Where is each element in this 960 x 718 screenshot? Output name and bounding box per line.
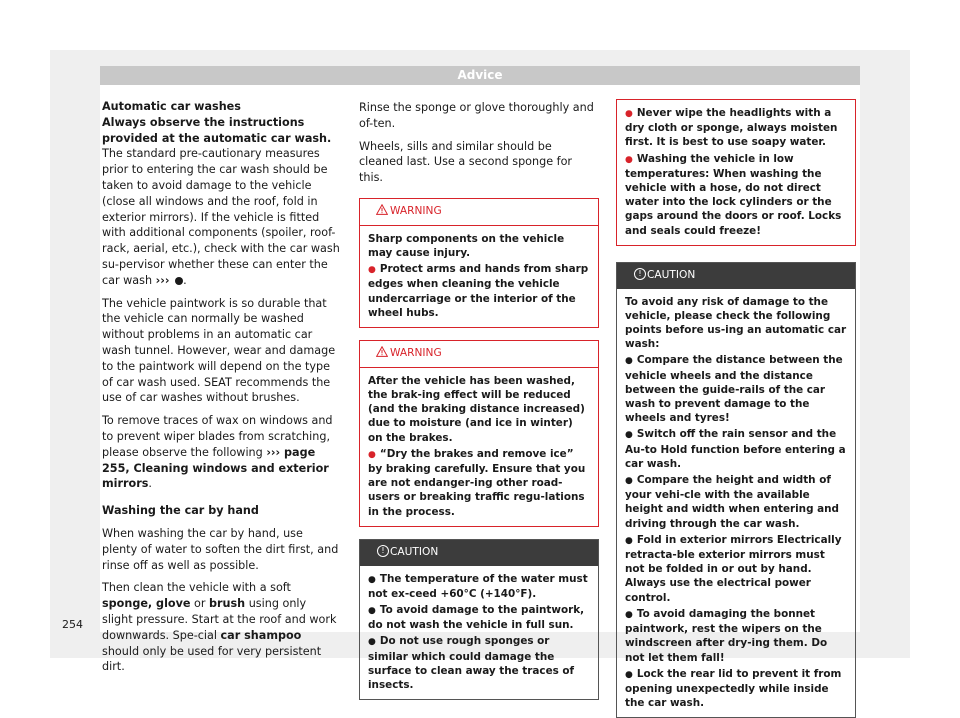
warning-body: After the vehicle has been washed, the brak-ing effect will be reduced (and the braking distance increased) due to moisture (and ice in winter) on the brakes. ● “Dry the brakes and remove ice” by braking carefully. Ensure that you are not endanger-ing other road-users or breaking traffic regu-lations in the process.	[360, 368, 598, 526]
caution-bullet: ● Compare the height and width of your vehi-cle with the available height and width when entering and driving through the car wash.	[625, 473, 847, 531]
caution-bullet: ● Do not use rough sponges or similar which could damage the surface to clean away the traces of insects.	[368, 634, 590, 692]
warning-body: Sharp components on the vehicle may cause injury. ● Protect arms and hands from sharp edges when cleaning the vehicle undercarriage or the interior of the wheel hubs.	[360, 226, 598, 327]
warning-body	[617, 100, 855, 245]
warning-bullet: ● Washing the vehicle in low temperatures: When washing the vehicle with a hose, do not direct water into the lock cylinders or the gaps around the doors or roof. Locks and seals could freeze!	[625, 152, 847, 238]
paragraph-wheels: Wheels, sills and similar should be cleaned last. Use a second sponge for this.	[359, 139, 573, 185]
paragraph-paintwork: The vehicle paintwork is so durable that the vehicle can normally be washed without problems in an automatic car wash tunnel. However, wear and damage to the paintwork will depend on the type of car wash used. SEAT recommends the use of car washes without brushes.	[102, 296, 336, 405]
caution-bullet: ● Fold in exterior mirrors Electrically retracta-ble exterior mirrors must not be folded in or out by hand. Always use the electrical power control.	[625, 533, 847, 605]
column-1	[102, 99, 340, 675]
caution-circle-icon: !	[634, 268, 646, 280]
caution-header: ! CAUTION	[360, 540, 598, 566]
heading-washing-by-hand: Washing the car by hand	[102, 504, 259, 518]
warning-box-braking	[359, 340, 599, 527]
caution-box-water	[359, 539, 599, 700]
crossref-link-cleaning-windows[interactable]: ››› page 255, Cleaning windows and exterior mirrors	[102, 445, 329, 491]
paragraph-sponge: Then clean the vehicle with a soft sponge, glove or brush using only slight pressure. Start at the roof and work downwards. Spe-cial car shampoo should only be used for very persistent dirt.	[102, 581, 337, 674]
column-2	[359, 100, 599, 700]
caution-body	[360, 566, 598, 700]
caution-bullet: ● To avoid damaging the bonnet paintwork, rest the wipers on the windscreen after dry-ing them. Do not let them fall!	[625, 607, 847, 665]
paragraph-hand: When washing the car by hand, use plenty of water to soften the dirt first, and rinse off as well as possible.	[102, 526, 339, 572]
caution-box-automatic-wash	[616, 262, 856, 718]
caution-bullet: ● Switch off the rain sensor and the Au-to Hold function before entering a car wash.	[625, 427, 847, 471]
caution-bullet: ● Compare the distance between the vehicle wheels and the distance between the guide-rails of the car wash to prevent damage to the wheels and tyres!	[625, 353, 847, 425]
warning-bullet: ● “Dry the brakes and remove ice” by braking carefully. Ensure that you are not endanger-ing other road-users or breaking traffic regu-lations in the process.	[368, 447, 590, 519]
heading-automatic-car-washes: Automatic car washes	[102, 100, 241, 113]
filled-circle-icon	[175, 277, 183, 285]
warning-header: WARNING	[360, 341, 598, 368]
warning-box-continued	[616, 99, 856, 246]
warning-triangle-icon	[376, 346, 388, 357]
section-header: Advice	[100, 66, 860, 85]
caution-bullet: ● The temperature of the water must not ex-ceed +60°C (+140°F).	[368, 572, 590, 601]
caution-bullet: ● Lock the rear lid to prevent it from opening unexpectedly while inside the car wash.	[625, 667, 847, 711]
paragraph-rinse: Rinse the sponge or glove thoroughly and of-ten.	[359, 101, 594, 130]
warning-bullet: ● Protect arms and hands from sharp edges when cleaning the vehicle undercarriage or the interior of the wheel hubs.	[368, 262, 590, 320]
caution-bullet: ● To avoid damage to the paintwork, do not wash the vehicle in full sun.	[368, 603, 590, 632]
caution-body: To avoid any risk of damage to the vehicle, please check the following points before us-ing an automatic car wash: ● Compare the distance between the vehicle wheels and the distance between the guide-rails of the car wash to prevent damage to the wheels and tyres! ● Switch off the rain sensor and the Au-to Hold function before entering a car wash. ● Compare the height and width of your vehi-cle with the available height and width when entering and driving through the car wash. ● Fold in exterior mirrors Electrically retracta-ble exterior mirrors must not be folded in or out by hand. Always use the electrical power control. ● To avoid damaging the bonnet paintwork, rest the wipers on the windscreen after dry-ing them. Do not let them fall! ● Lock the rear lid to prevent it from opening unexpectedly while inside the car wash.	[617, 289, 855, 718]
caution-circle-icon: !	[377, 545, 389, 557]
warning-box-sharp-components	[359, 198, 599, 328]
crossref-arrow[interactable]: ›››	[155, 273, 170, 287]
caution-header: ! CAUTION	[617, 263, 855, 289]
paragraph-automatic: Always observe the instructions provided at the automatic car wash. The standard pre-cautionary measures prior to entering the car wash should be taken to avoid damage to the vehicle (close all windows and the roof, fold in exterior mirrors). If the vehicle is fitted with additional components (spoiler, roof-rack, aerial, etc.), check with the car wash su-pervisor whether these can enter the car wash ››› .	[102, 115, 340, 287]
paragraph-wax: To remove traces of wax on windows and to prevent wiper blades from scratching, please observe the following ››› page 255, Cleaning windows and exterior mirrors.	[102, 414, 333, 491]
warning-bullet: ● Never wipe the headlights with a dry cloth or sponge, always moisten first. It is best to use soapy water.	[625, 106, 847, 150]
warning-header: WARNING	[360, 199, 598, 226]
page-number: 254	[62, 618, 83, 631]
column-3	[616, 99, 856, 718]
warning-triangle-icon	[376, 204, 388, 215]
